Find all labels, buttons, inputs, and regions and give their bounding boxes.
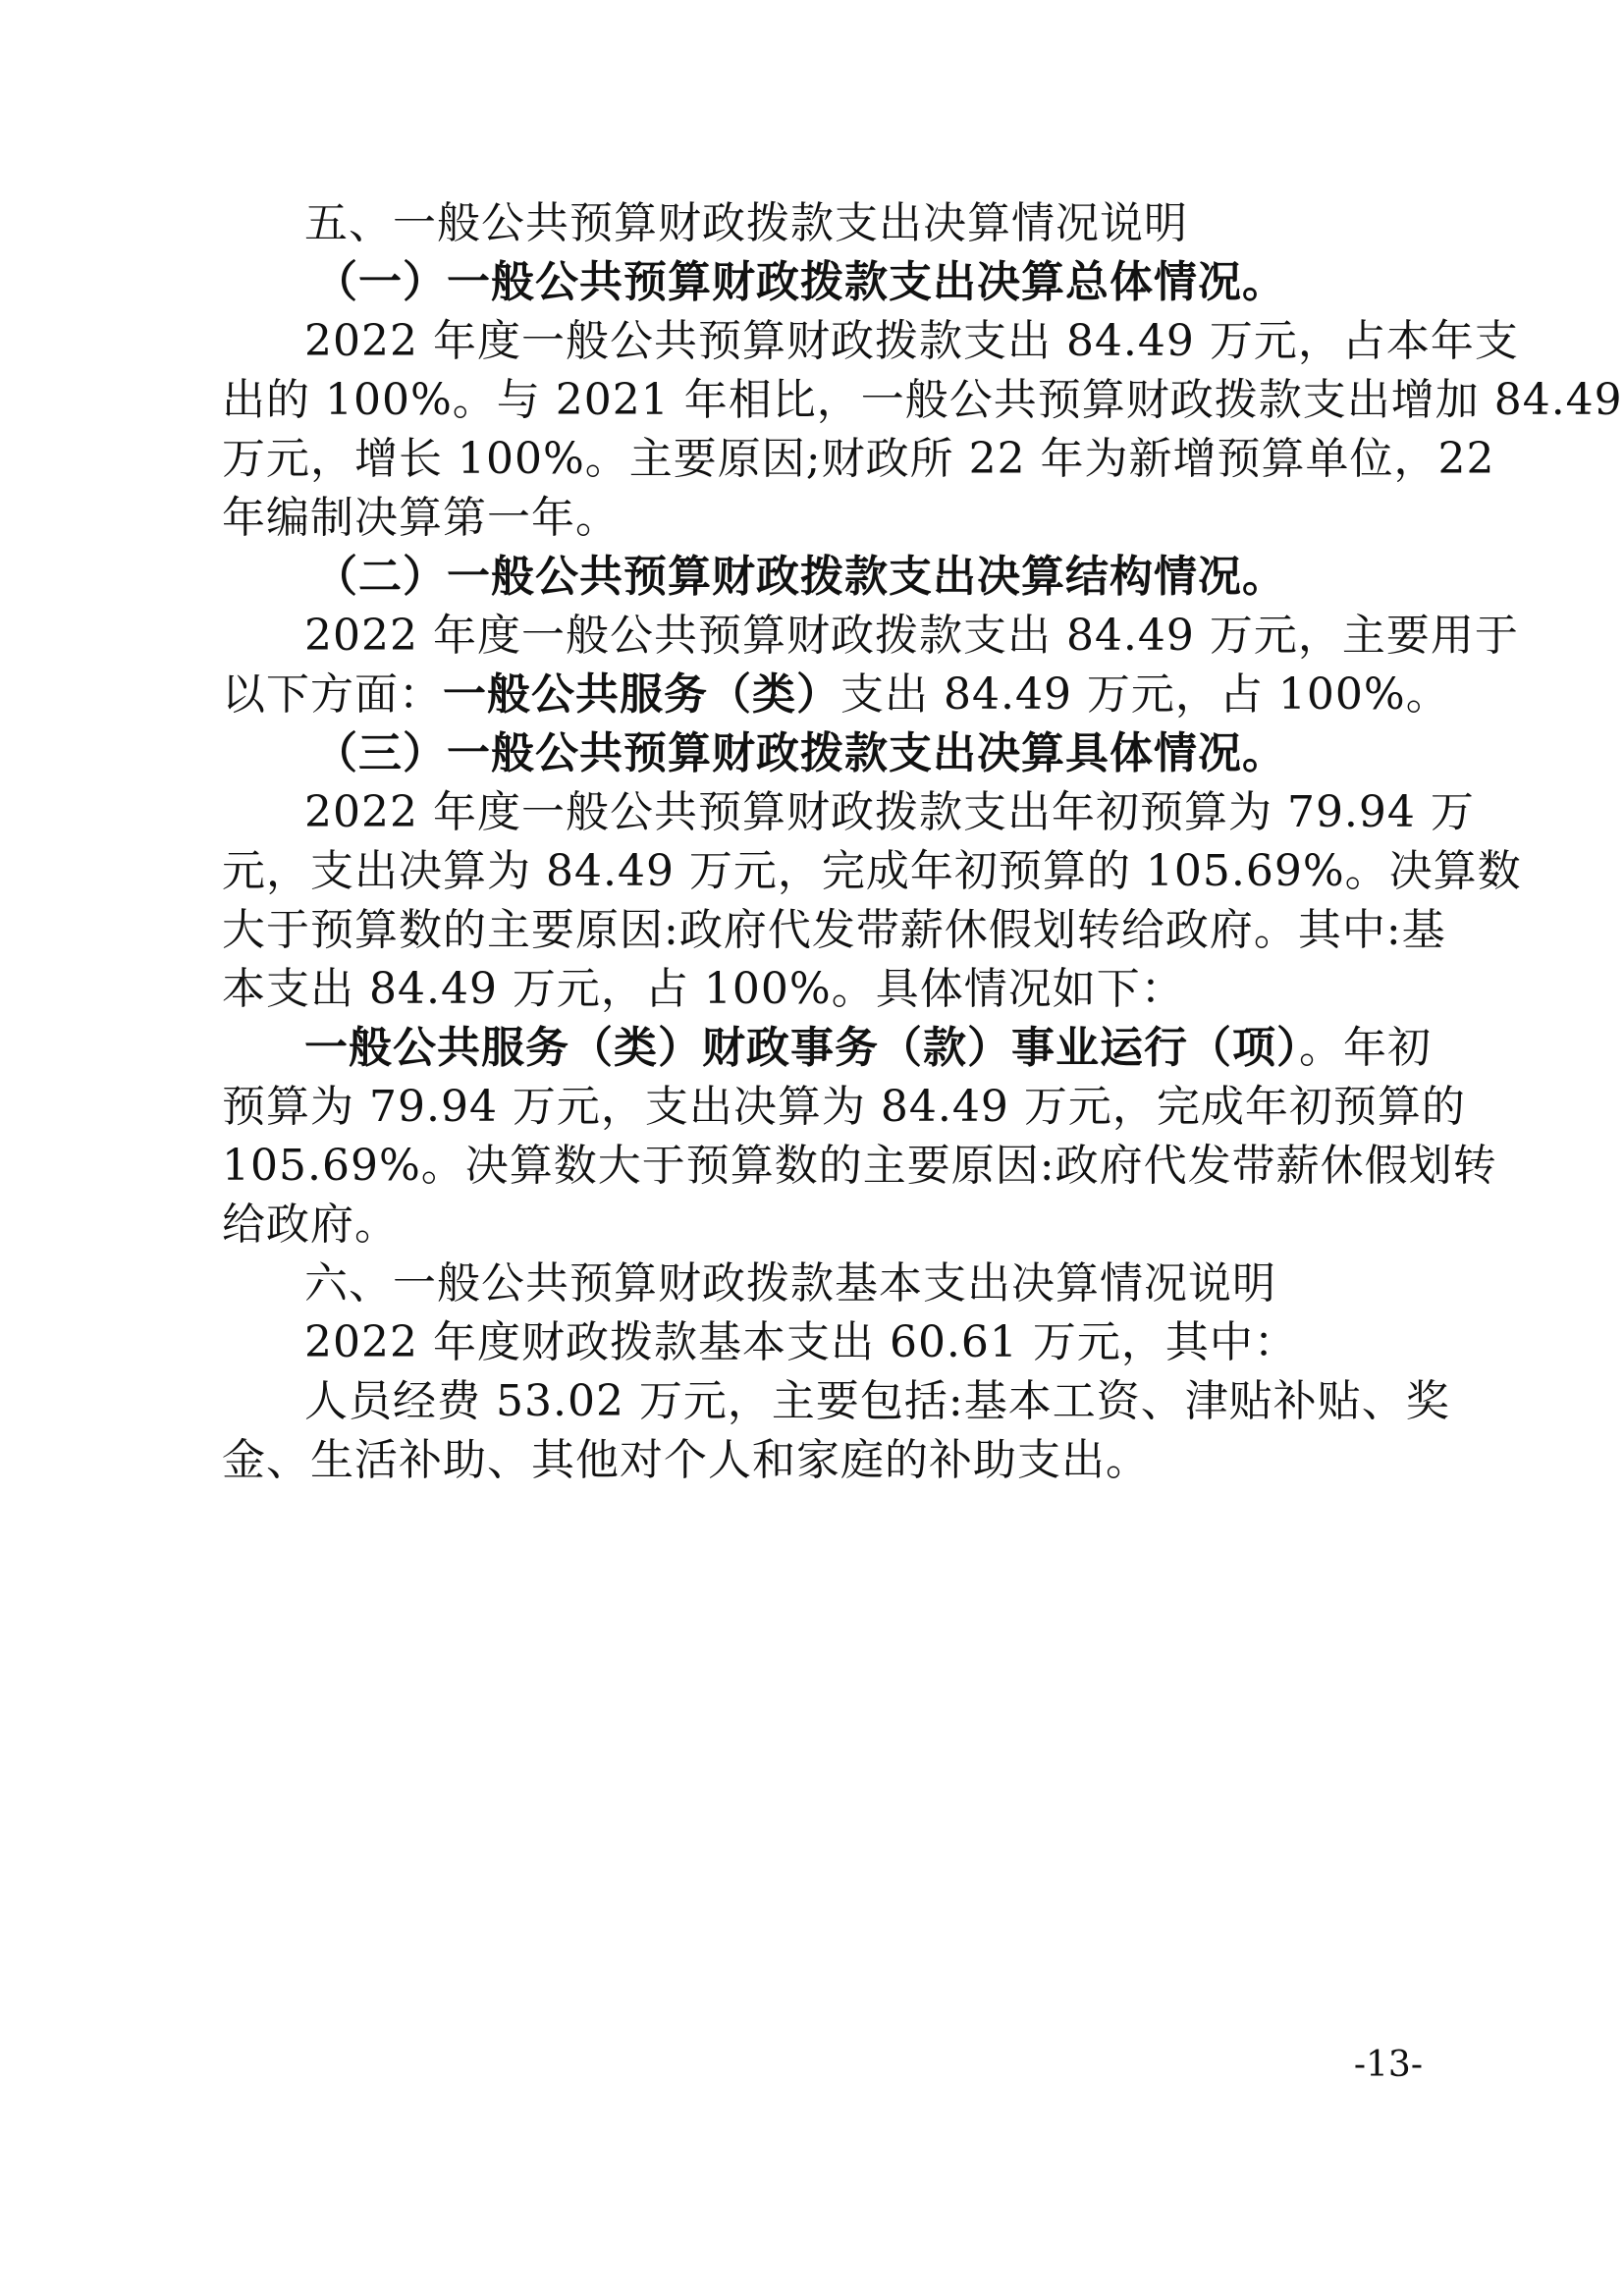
item-bold: 一般公共服务（类）财政事务（款）事业运行（项） bbox=[304, 1023, 1299, 1073]
paragraph-line: 2022 年度一般公共预算财政拨款支出 84.49 万元，占本年支 bbox=[304, 316, 1519, 366]
paragraph-line: 2022 年度一般公共预算财政拨款支出 84.49 万元，主要用于 bbox=[304, 611, 1519, 661]
paragraph-line: 万元，增长 100%。主要原因;财政所 22 年为新增预算单位，22 bbox=[222, 434, 1495, 484]
item-suffix: 。年初 bbox=[1299, 1023, 1432, 1073]
sub-heading-1: （一）一般公共预算财政拨款支出决算总体情况。 bbox=[314, 257, 1286, 307]
paragraph-line: 大于预算数的主要原因:政府代发带薪休假划转给政府。其中:基 bbox=[222, 905, 1446, 955]
text-suffix: 支出 84.49 万元，占 100%。 bbox=[840, 669, 1450, 720]
paragraph-line: 给政府。 bbox=[222, 1200, 399, 1250]
paragraph-line: 105.69%。决算数大于预算数的主要原因:政府代发带薪休假划转 bbox=[222, 1141, 1497, 1191]
category-bold: 一般公共服务（类） bbox=[443, 669, 840, 720]
section-6-title: 六、一般公共预算财政拨款基本支出决算情况说明 bbox=[304, 1258, 1276, 1308]
paragraph-line: 人员经费 53.02 万元，主要包括:基本工资、津贴补贴、奖 bbox=[304, 1376, 1450, 1426]
paragraph-line: 2022 年度财政拨款基本支出 60.61 万元，其中： bbox=[304, 1317, 1298, 1367]
paragraph-line: 2022 年度一般公共预算财政拨款支出年初预算为 79.94 万 bbox=[304, 787, 1475, 837]
paragraph-line: 本支出 84.49 万元，占 100%。具体情况如下： bbox=[222, 964, 1185, 1014]
text-prefix: 以下方面： bbox=[222, 669, 443, 720]
paragraph-line: 元，支出决算为 84.49 万元，完成年初预算的 105.69%。决算数 bbox=[222, 846, 1522, 896]
sub-heading-3: （三）一般公共预算财政拨款支出决算具体情况。 bbox=[314, 728, 1286, 778]
paragraph-line: 年编制决算第一年。 bbox=[222, 493, 620, 543]
paragraph-line: 预算为 79.94 万元，支出决算为 84.49 万元，完成年初预算的 bbox=[222, 1082, 1466, 1132]
paragraph-line: 金、生活补助、其他对个人和家庭的补助支出。 bbox=[222, 1435, 1150, 1485]
paragraph-line: 出的 100%。与 2021 年相比，一般公共预算财政拨款支出增加 84.49 bbox=[222, 375, 1623, 425]
sub-heading-2: （二）一般公共预算财政拨款支出决算结构情况。 bbox=[314, 552, 1286, 602]
page-number: -13- bbox=[1353, 2045, 1423, 2085]
section-5-title: 五、一般公共预算财政拨款支出决算情况说明 bbox=[304, 198, 1188, 248]
paragraph-line-mixed bbox=[222, 666, 1450, 724]
paragraph-line-mixed bbox=[304, 1019, 1432, 1078]
